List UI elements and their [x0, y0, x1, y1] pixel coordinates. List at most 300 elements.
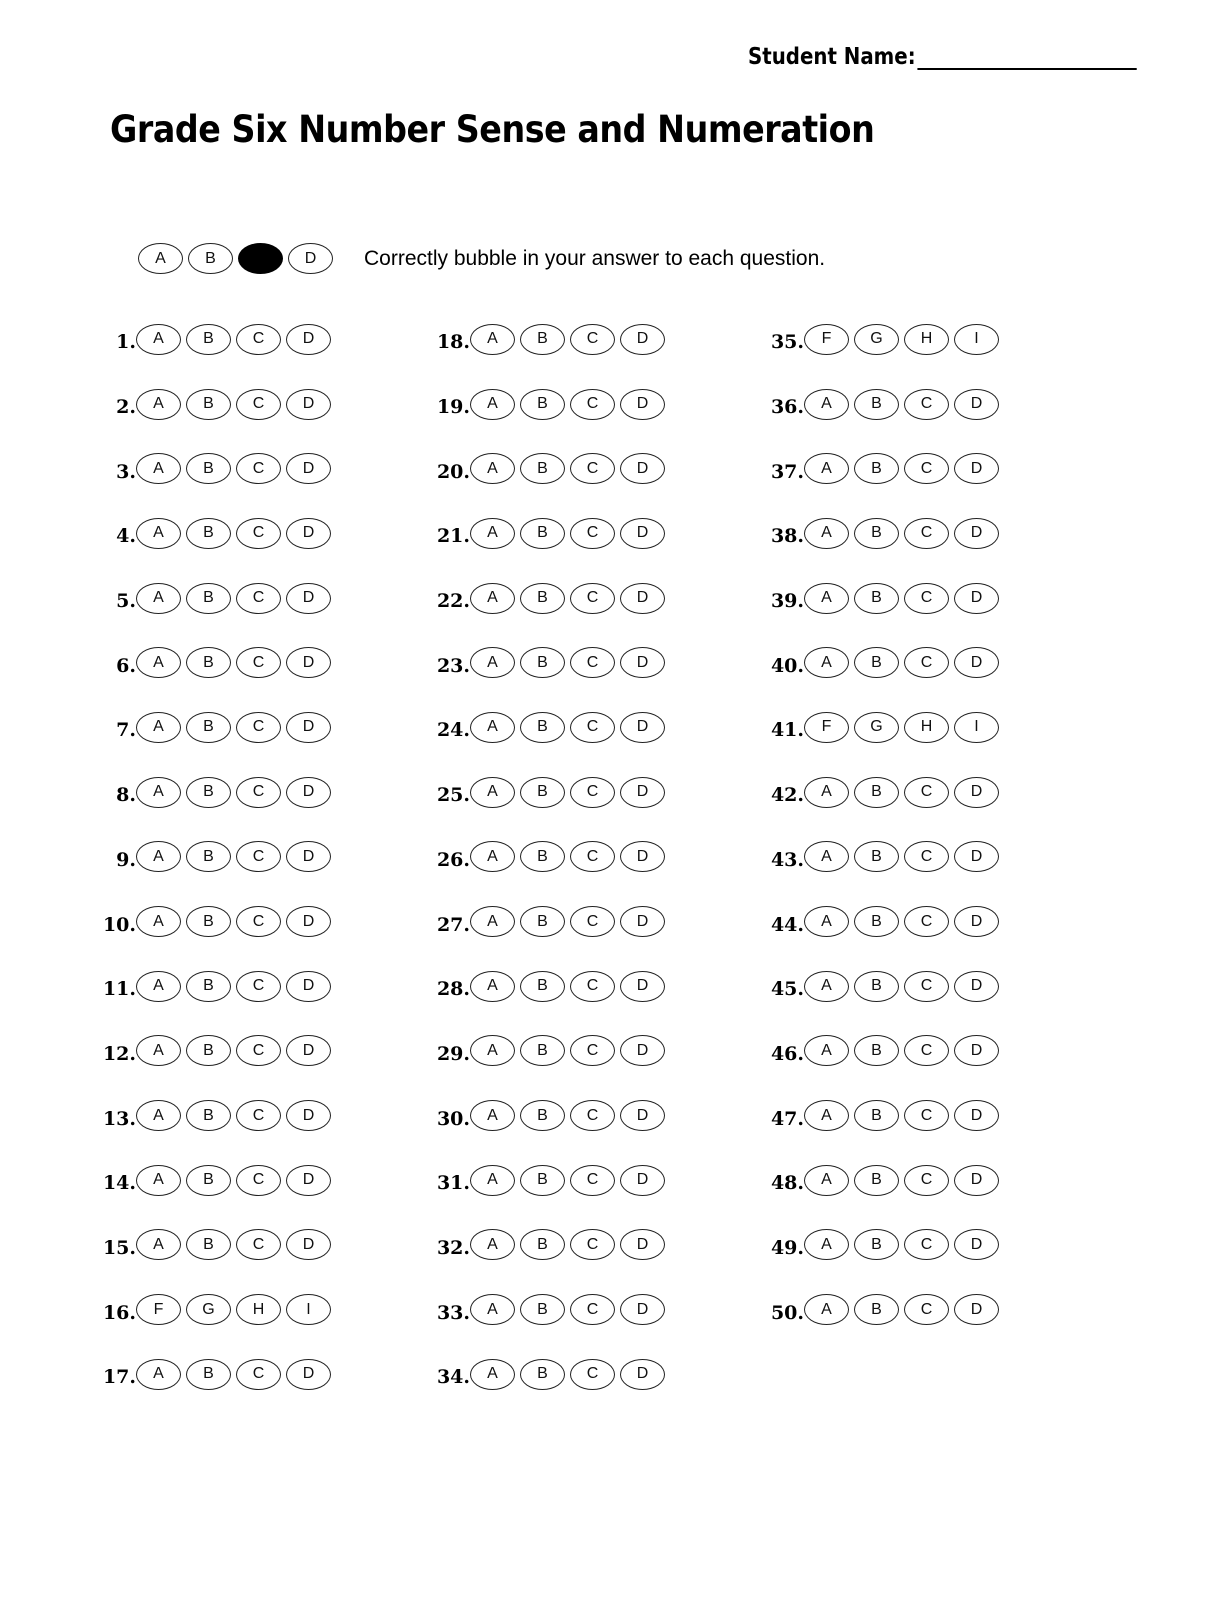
answer-bubble[interactable]: D: [620, 453, 665, 484]
answer-bubble[interactable]: A: [136, 453, 181, 484]
answer-bubble[interactable]: C: [570, 841, 615, 872]
question-number: 49.: [770, 1236, 804, 1259]
answer-bubble[interactable]: D: [286, 1229, 331, 1260]
answer-bubble[interactable]: B: [520, 841, 565, 872]
answer-bubble[interactable]: D: [620, 518, 665, 549]
answer-bubble[interactable]: C: [236, 518, 281, 549]
question-number: 41.: [770, 719, 804, 742]
answer-bubbles: [136, 453, 336, 484]
answer-bubble[interactable]: C: [570, 647, 615, 678]
answer-bubble[interactable]: D: [620, 583, 665, 614]
answer-bubble[interactable]: D: [620, 906, 665, 937]
question-row: [738, 1213, 1004, 1278]
answer-bubbles: [804, 518, 1004, 549]
question-number: 39.: [770, 590, 804, 613]
answer-bubble[interactable]: A: [804, 1100, 849, 1131]
answer-bubble[interactable]: A: [136, 389, 181, 420]
answer-bubbles: [470, 712, 670, 743]
answer-bubble[interactable]: G: [854, 324, 899, 355]
answer-bubble[interactable]: C: [570, 518, 615, 549]
answer-bubble[interactable]: G: [854, 712, 899, 743]
question-row: [738, 889, 1004, 954]
answer-bubble[interactable]: A: [136, 971, 181, 1002]
answer-bubble[interactable]: H: [904, 712, 949, 743]
answer-bubble[interactable]: D: [954, 389, 999, 420]
answer-bubble[interactable]: C: [904, 906, 949, 937]
answer-bubbles: [136, 1229, 336, 1260]
answer-bubble[interactable]: A: [136, 906, 181, 937]
question-number: 16.: [102, 1301, 136, 1324]
answer-bubble[interactable]: C: [904, 777, 949, 808]
answer-bubble[interactable]: C: [904, 453, 949, 484]
answer-bubble[interactable]: D: [954, 1035, 999, 1066]
answer-bubble[interactable]: C: [570, 1359, 615, 1390]
answer-bubble[interactable]: B: [520, 583, 565, 614]
answer-bubble[interactable]: B: [186, 971, 231, 1002]
answer-bubble[interactable]: A: [136, 1100, 181, 1131]
answer-bubbles: [136, 1165, 336, 1196]
question-row: [70, 436, 336, 501]
question-number: 29.: [436, 1042, 470, 1065]
answer-bubble[interactable]: A: [136, 518, 181, 549]
question-row: [70, 954, 336, 1019]
answer-bubble[interactable]: B: [854, 647, 899, 678]
answer-bubble[interactable]: A: [470, 712, 515, 743]
question-number: 45.: [770, 978, 804, 1001]
answer-bubble[interactable]: C: [904, 518, 949, 549]
answer-bubbles: [804, 1035, 1004, 1066]
answer-bubbles: [136, 777, 336, 808]
answer-bubble[interactable]: B: [520, 324, 565, 355]
answer-bubble[interactable]: C: [570, 971, 615, 1002]
question-row: [404, 436, 670, 501]
answer-bubbles: [136, 389, 336, 420]
answer-bubble[interactable]: D: [954, 777, 999, 808]
question-row: [404, 630, 670, 695]
student-name-line[interactable]: [917, 44, 1136, 70]
question-number: 27.: [436, 913, 470, 936]
answer-bubble[interactable]: A: [804, 841, 849, 872]
answer-bubbles: [804, 324, 1004, 355]
answer-bubble[interactable]: I: [954, 712, 999, 743]
answer-bubble[interactable]: I: [954, 324, 999, 355]
answer-bubble[interactable]: D: [620, 389, 665, 420]
answer-bubble[interactable]: D: [286, 389, 331, 420]
answer-bubble[interactable]: B: [186, 518, 231, 549]
answer-bubble[interactable]: B: [854, 841, 899, 872]
answer-bubble[interactable]: D: [620, 971, 665, 1002]
answer-bubbles: [804, 453, 1004, 484]
answer-bubbles: [470, 841, 670, 872]
answer-bubble[interactable]: B: [520, 518, 565, 549]
answer-bubble[interactable]: B: [854, 1100, 899, 1131]
answer-bubble[interactable]: D: [620, 1359, 665, 1390]
example-bubble: B: [188, 243, 233, 274]
answer-bubble[interactable]: D: [286, 1359, 331, 1390]
question-row: [738, 825, 1004, 890]
question-row: [70, 1019, 336, 1084]
question-number: 12.: [102, 1042, 136, 1065]
answer-bubble[interactable]: D: [620, 1165, 665, 1196]
answer-bubble[interactable]: C: [236, 647, 281, 678]
question-number: 18.: [436, 331, 470, 354]
answer-bubble[interactable]: D: [954, 1100, 999, 1131]
question-number: 20.: [436, 460, 470, 483]
answer-bubble[interactable]: A: [470, 389, 515, 420]
question-row: [404, 825, 670, 890]
answer-bubble[interactable]: B: [854, 906, 899, 937]
answer-bubble[interactable]: B: [186, 453, 231, 484]
question-number: 5.: [116, 590, 136, 613]
answer-bubble[interactable]: D: [954, 1165, 999, 1196]
answer-bubble[interactable]: B: [854, 1165, 899, 1196]
question-row: [404, 695, 670, 760]
question-row: [738, 501, 1004, 566]
question-row: [404, 760, 670, 825]
answer-bubble[interactable]: C: [236, 1100, 281, 1131]
answer-bubble[interactable]: B: [854, 777, 899, 808]
answer-bubble[interactable]: A: [804, 453, 849, 484]
question-row: [738, 372, 1004, 437]
question-row: [70, 1342, 336, 1407]
answer-bubble[interactable]: C: [236, 324, 281, 355]
answer-bubble[interactable]: D: [286, 971, 331, 1002]
answer-bubble[interactable]: D: [954, 971, 999, 1002]
answer-bubble[interactable]: A: [470, 971, 515, 1002]
answer-bubble[interactable]: A: [470, 324, 515, 355]
answer-bubble[interactable]: C: [570, 777, 615, 808]
answer-bubble[interactable]: B: [520, 1359, 565, 1390]
answer-bubble[interactable]: A: [136, 647, 181, 678]
answer-bubble[interactable]: D: [620, 777, 665, 808]
answer-bubble[interactable]: B: [186, 1229, 231, 1260]
answer-bubbles: [470, 1100, 670, 1131]
answer-bubble[interactable]: A: [470, 1294, 515, 1325]
question-number: 1.: [116, 331, 136, 354]
answer-bubbles: [136, 1100, 336, 1131]
answer-bubble[interactable]: A: [470, 1359, 515, 1390]
answer-column-1: [70, 307, 336, 1407]
answer-bubble[interactable]: A: [470, 841, 515, 872]
answer-bubble[interactable]: B: [186, 583, 231, 614]
answer-bubble[interactable]: B: [520, 906, 565, 937]
answer-bubble[interactable]: C: [236, 906, 281, 937]
answer-bubble[interactable]: B: [186, 389, 231, 420]
answer-bubble[interactable]: B: [520, 389, 565, 420]
answer-bubble[interactable]: C: [236, 712, 281, 743]
answer-bubble[interactable]: D: [620, 841, 665, 872]
question-number: 10.: [102, 913, 136, 936]
answer-bubble[interactable]: D: [620, 1100, 665, 1131]
answer-bubble[interactable]: C: [904, 1100, 949, 1131]
question-number: 21.: [436, 525, 470, 548]
answer-bubble[interactable]: A: [470, 1100, 515, 1131]
answer-bubble[interactable]: D: [286, 583, 331, 614]
answer-bubble[interactable]: D: [620, 1229, 665, 1260]
question-number: 31.: [436, 1172, 470, 1195]
answer-bubble[interactable]: A: [136, 1229, 181, 1260]
answer-bubbles: [470, 389, 670, 420]
answer-bubbles: [804, 712, 1004, 743]
answer-bubble[interactable]: C: [236, 971, 281, 1002]
answer-bubble[interactable]: A: [470, 1229, 515, 1260]
answer-bubble[interactable]: F: [804, 324, 849, 355]
answer-bubble[interactable]: B: [520, 1100, 565, 1131]
answer-bubble[interactable]: C: [904, 971, 949, 1002]
question-number: 25.: [436, 784, 470, 807]
answer-bubble[interactable]: C: [904, 647, 949, 678]
question-row: [70, 1277, 336, 1342]
answer-bubble[interactable]: C: [904, 1165, 949, 1196]
answer-bubble[interactable]: D: [954, 518, 999, 549]
answer-bubble[interactable]: B: [520, 1165, 565, 1196]
question-row: [70, 695, 336, 760]
answer-bubble[interactable]: D: [286, 1035, 331, 1066]
answer-bubbles: [470, 583, 670, 614]
answer-bubble[interactable]: B: [854, 583, 899, 614]
answer-bubble[interactable]: C: [236, 841, 281, 872]
answer-bubble[interactable]: D: [286, 1165, 331, 1196]
question-row: [70, 566, 336, 631]
answer-bubble[interactable]: G: [186, 1294, 231, 1325]
question-row: [404, 1083, 670, 1148]
answer-bubble[interactable]: C: [570, 1165, 615, 1196]
instructions-text: Correctly bubble in your answer to each question.: [364, 246, 826, 270]
page-title: Grade Six Number Sense and Numeration: [110, 108, 875, 151]
answer-bubble[interactable]: A: [804, 583, 849, 614]
answer-bubbles: [470, 1359, 670, 1390]
answer-bubble[interactable]: C: [570, 453, 615, 484]
answer-bubble[interactable]: D: [954, 453, 999, 484]
answer-bubble[interactable]: A: [136, 324, 181, 355]
question-number: 30.: [436, 1107, 470, 1130]
answer-bubbles: [136, 1294, 336, 1325]
question-number: 36.: [770, 396, 804, 419]
answer-bubble[interactable]: D: [286, 712, 331, 743]
answer-bubble[interactable]: A: [470, 1165, 515, 1196]
question-number: 44.: [770, 913, 804, 936]
answer-bubble[interactable]: B: [186, 906, 231, 937]
answer-bubble[interactable]: A: [804, 389, 849, 420]
answer-bubble[interactable]: I: [286, 1294, 331, 1325]
answer-bubble[interactable]: A: [804, 906, 849, 937]
answer-bubble[interactable]: D: [286, 1100, 331, 1131]
answer-bubbles: [136, 841, 336, 872]
answer-bubble[interactable]: A: [470, 518, 515, 549]
answer-bubble[interactable]: A: [470, 1035, 515, 1066]
answer-bubble[interactable]: A: [136, 712, 181, 743]
question-number: 42.: [770, 784, 804, 807]
question-row: [70, 1083, 336, 1148]
answer-bubble[interactable]: C: [570, 1294, 615, 1325]
answer-bubble[interactable]: C: [570, 389, 615, 420]
answer-bubble[interactable]: C: [570, 1035, 615, 1066]
answer-bubble[interactable]: C: [236, 389, 281, 420]
answer-bubble[interactable]: D: [954, 583, 999, 614]
answer-bubble[interactable]: A: [136, 583, 181, 614]
answer-bubble[interactable]: C: [904, 389, 949, 420]
answer-bubble[interactable]: B: [520, 971, 565, 1002]
answer-bubble[interactable]: A: [136, 1165, 181, 1196]
answer-bubbles: [804, 389, 1004, 420]
answer-bubble[interactable]: A: [136, 1035, 181, 1066]
question-number: 9.: [116, 848, 136, 871]
answer-bubble[interactable]: D: [620, 324, 665, 355]
answer-bubble[interactable]: C: [236, 1165, 281, 1196]
question-number: 43.: [770, 848, 804, 871]
answer-bubble[interactable]: C: [236, 1359, 281, 1390]
answer-bubble[interactable]: A: [804, 1035, 849, 1066]
answer-bubble[interactable]: B: [854, 971, 899, 1002]
answer-bubbles: [136, 518, 336, 549]
answer-bubble[interactable]: B: [854, 453, 899, 484]
question-number: 35.: [770, 331, 804, 354]
question-number: 14.: [102, 1172, 136, 1195]
answer-bubble[interactable]: C: [570, 712, 615, 743]
answer-bubbles: [804, 841, 1004, 872]
answer-bubble[interactable]: C: [236, 453, 281, 484]
answer-bubble[interactable]: D: [286, 906, 331, 937]
answer-bubble[interactable]: C: [570, 583, 615, 614]
answer-bubble[interactable]: D: [286, 453, 331, 484]
question-number: 24.: [436, 719, 470, 742]
answer-bubble[interactable]: B: [854, 1035, 899, 1066]
answer-bubble[interactable]: B: [520, 1035, 565, 1066]
answer-bubble[interactable]: A: [804, 777, 849, 808]
question-number: 47.: [770, 1107, 804, 1130]
answer-bubble[interactable]: A: [804, 1229, 849, 1260]
answer-bubble[interactable]: D: [620, 647, 665, 678]
answer-bubble[interactable]: D: [954, 1294, 999, 1325]
answer-bubble[interactable]: D: [954, 647, 999, 678]
answer-bubble[interactable]: D: [620, 712, 665, 743]
answer-bubble[interactable]: D: [954, 841, 999, 872]
question-row: [70, 889, 336, 954]
question-row: [738, 1148, 1004, 1213]
answer-bubble[interactable]: F: [804, 712, 849, 743]
question-number: 13.: [102, 1107, 136, 1130]
question-number: 23.: [436, 654, 470, 677]
question-row: [738, 954, 1004, 1019]
question-number: 37.: [770, 460, 804, 483]
answer-bubble[interactable]: A: [470, 583, 515, 614]
answer-bubble[interactable]: A: [470, 906, 515, 937]
answer-bubble[interactable]: C: [904, 841, 949, 872]
answer-bubble[interactable]: D: [286, 841, 331, 872]
answer-bubble[interactable]: D: [286, 324, 331, 355]
answer-bubble[interactable]: B: [520, 453, 565, 484]
answer-bubble[interactable]: C: [904, 583, 949, 614]
answer-bubble[interactable]: B: [186, 1100, 231, 1131]
question-row: [738, 630, 1004, 695]
answer-bubble[interactable]: C: [570, 1100, 615, 1131]
answer-bubbles: [470, 971, 670, 1002]
answer-bubbles: [470, 647, 670, 678]
question-row: [404, 889, 670, 954]
answer-bubble[interactable]: C: [904, 1294, 949, 1325]
question-row: [404, 1019, 670, 1084]
answer-bubble[interactable]: B: [186, 712, 231, 743]
question-number: 15.: [102, 1236, 136, 1259]
answer-bubbles: [804, 906, 1004, 937]
answer-bubble[interactable]: D: [954, 1229, 999, 1260]
answer-bubble[interactable]: B: [186, 841, 231, 872]
answer-bubble[interactable]: H: [236, 1294, 281, 1325]
answer-bubble[interactable]: B: [520, 712, 565, 743]
answer-bubble[interactable]: D: [954, 906, 999, 937]
answer-bubble[interactable]: D: [286, 777, 331, 808]
answer-bubble[interactable]: H: [904, 324, 949, 355]
answer-bubble[interactable]: B: [520, 777, 565, 808]
question-row: [70, 630, 336, 695]
answer-bubble[interactable]: A: [804, 647, 849, 678]
answer-bubble[interactable]: B: [186, 1359, 231, 1390]
answer-bubble[interactable]: C: [236, 583, 281, 614]
answer-bubble[interactable]: B: [186, 324, 231, 355]
answer-bubble[interactable]: C: [904, 1035, 949, 1066]
answer-bubble[interactable]: A: [136, 777, 181, 808]
answer-bubble[interactable]: A: [470, 453, 515, 484]
answer-bubble[interactable]: A: [804, 1165, 849, 1196]
answer-bubbles: [136, 1359, 336, 1390]
answer-bubble[interactable]: C: [236, 1035, 281, 1066]
question-number: 28.: [436, 978, 470, 1001]
answer-bubble[interactable]: D: [286, 518, 331, 549]
answer-bubble[interactable]: B: [854, 518, 899, 549]
answer-bubble[interactable]: C: [904, 1229, 949, 1260]
answer-bubble[interactable]: C: [236, 777, 281, 808]
answer-bubble[interactable]: D: [286, 647, 331, 678]
answer-bubble[interactable]: C: [570, 906, 615, 937]
question-number: 50.: [770, 1301, 804, 1324]
answer-bubble[interactable]: A: [470, 777, 515, 808]
answer-bubbles: [136, 906, 336, 937]
answer-bubble[interactable]: B: [854, 1229, 899, 1260]
answer-column-3: [738, 307, 1004, 1342]
answer-bubble[interactable]: B: [186, 777, 231, 808]
answer-bubble[interactable]: B: [186, 1165, 231, 1196]
example-bubble-filled: [238, 243, 283, 274]
answer-bubble[interactable]: A: [136, 1359, 181, 1390]
answer-bubble[interactable]: B: [186, 647, 231, 678]
answer-bubble[interactable]: C: [570, 324, 615, 355]
answer-bubbles: [804, 777, 1004, 808]
answer-bubble[interactable]: D: [620, 1035, 665, 1066]
answer-bubble[interactable]: A: [804, 518, 849, 549]
answer-bubble[interactable]: B: [186, 1035, 231, 1066]
answer-bubble[interactable]: F: [136, 1294, 181, 1325]
answer-bubble[interactable]: A: [136, 841, 181, 872]
answer-bubble[interactable]: B: [854, 1294, 899, 1325]
answer-bubble[interactable]: A: [470, 647, 515, 678]
question-row: [404, 372, 670, 437]
answer-bubble[interactable]: A: [804, 1294, 849, 1325]
answer-bubble[interactable]: B: [520, 1294, 565, 1325]
question-row: [70, 372, 336, 437]
answer-bubble[interactable]: A: [804, 971, 849, 1002]
answer-bubble[interactable]: B: [520, 647, 565, 678]
answer-bubbles: [804, 1165, 1004, 1196]
answer-bubble[interactable]: D: [620, 1294, 665, 1325]
answer-bubble[interactable]: C: [570, 1229, 615, 1260]
answer-bubbles: [804, 971, 1004, 1002]
answer-bubbles: [136, 647, 336, 678]
question-row: [738, 436, 1004, 501]
answer-bubble[interactable]: B: [854, 389, 899, 420]
question-row: [404, 1277, 670, 1342]
answer-bubble[interactable]: C: [236, 1229, 281, 1260]
answer-bubble[interactable]: B: [520, 1229, 565, 1260]
